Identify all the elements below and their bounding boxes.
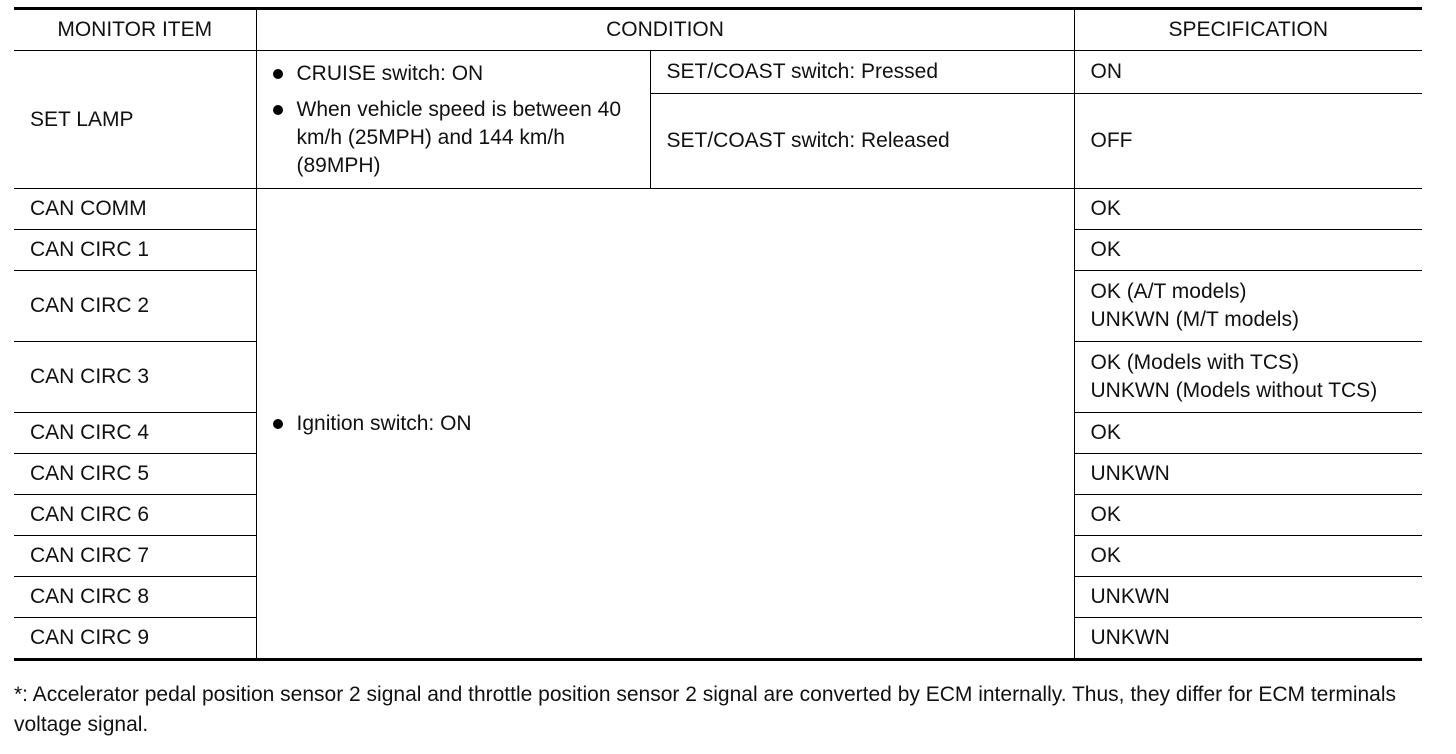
spec-value [1074, 342, 1422, 413]
spec-value: UNKWN [1074, 577, 1422, 618]
monitor-item: CAN CIRC 7 [14, 536, 256, 577]
table-header-row [14, 9, 1422, 51]
condition-list [273, 60, 634, 180]
monitor-item: CAN CIRC 3 [14, 342, 256, 413]
spec-value: OFF [1074, 94, 1422, 189]
monitor-item: CAN CIRC 5 [14, 454, 256, 495]
monitor-spec-table [14, 7, 1422, 661]
spec-table-container [14, 7, 1422, 661]
spec-value: OK [1074, 189, 1422, 230]
can-condition-cell [256, 189, 1074, 660]
monitor-item-set-lamp: SET LAMP [14, 51, 256, 189]
spec-line: UNKWN (M/T models) [1090, 308, 1299, 331]
condition-text: CRUISE switch: ON [296, 61, 484, 85]
header-condition: CONDITION [256, 9, 1074, 51]
spec-line: UNKWN (Models without TCS) [1090, 379, 1378, 402]
condition-text: Ignition switch: ON [296, 411, 472, 435]
bullet-icon [273, 419, 283, 429]
spec-value: UNKWN [1074, 454, 1422, 495]
header-specification: SPECIFICATION [1074, 9, 1422, 51]
spec-value [1074, 271, 1422, 342]
condition-list [273, 410, 1058, 438]
table-row [14, 51, 1422, 94]
spec-value: ON [1074, 51, 1422, 94]
set-lamp-condition [256, 51, 650, 189]
list-item [273, 60, 634, 88]
bullet-icon [273, 105, 283, 115]
header-monitor-item: MONITOR ITEM [14, 9, 256, 51]
monitor-item: CAN COMM [14, 189, 256, 230]
bullet-icon [273, 69, 283, 79]
footnote: *: Accelerator pedal position sensor 2 signal and throttle position sensor 2 signal are converted by ECM internally. Thus, they differ for ECM terminals voltage signal. [14, 683, 1397, 736]
monitor-item: CAN CIRC 1 [14, 230, 256, 271]
condition-text: When vehicle speed is between 40 km/h (25MPH) and 144 km/h (89MPH) [296, 97, 622, 177]
spec-value: UNKWN [1074, 618, 1422, 660]
monitor-item: CAN CIRC 2 [14, 271, 256, 342]
spec-value: OK [1074, 495, 1422, 536]
spec-line: OK (Models with TCS) [1090, 351, 1300, 374]
monitor-item: CAN CIRC 9 [14, 618, 256, 660]
spec-value: OK [1074, 230, 1422, 271]
spec-value: OK [1074, 536, 1422, 577]
list-item [273, 96, 634, 180]
spec-value: OK [1074, 413, 1422, 454]
sub-condition: SET/COAST switch: Pressed [650, 51, 1074, 94]
list-item [273, 410, 1058, 438]
table-row [14, 189, 1422, 230]
monitor-item: CAN CIRC 6 [14, 495, 256, 536]
monitor-item: CAN CIRC 4 [14, 413, 256, 454]
monitor-item: CAN CIRC 8 [14, 577, 256, 618]
spec-line: OK (A/T models) [1090, 280, 1247, 303]
sub-condition: SET/COAST switch: Released [650, 94, 1074, 189]
